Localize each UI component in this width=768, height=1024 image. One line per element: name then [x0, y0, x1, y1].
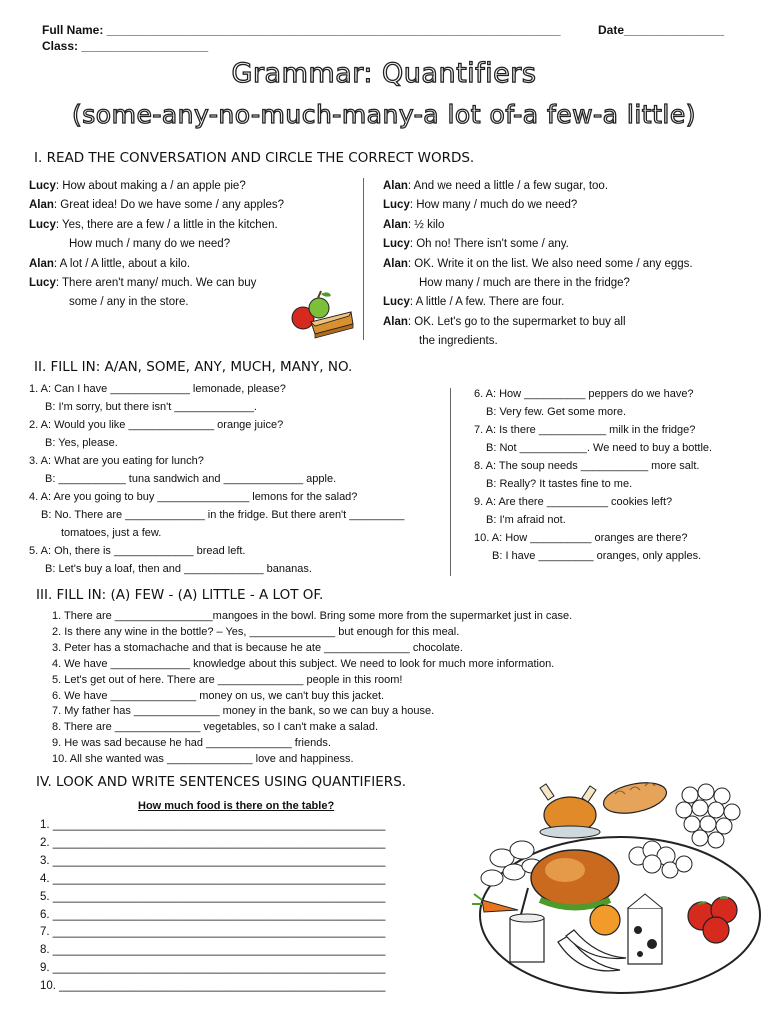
exercise-item[interactable]: 1. A: Can I have _____________ lemonade, please? [29, 383, 286, 395]
exercise-item[interactable]: tomatoes, just a few. [61, 527, 162, 539]
dialog-line[interactable]: Lucy: A little / A few. There are four. [383, 296, 565, 309]
date-line[interactable]: Date_______________ [598, 23, 725, 37]
exercise-item[interactable]: 6. A: How __________ peppers do we have? [474, 388, 694, 400]
exercise-item[interactable]: 6. We have ______________ money on us, we can't buy this jacket. [52, 689, 385, 702]
roast-chicken-icon [540, 784, 600, 838]
dialog-line[interactable]: Alan: OK. Write it on the list. We also need some / any eggs. [383, 257, 693, 270]
exercise-item[interactable]: 8. A: The soup needs ___________ more salt. [474, 460, 700, 472]
answer-line[interactable]: 6. ____________________________________________________ [40, 908, 386, 921]
class-line[interactable]: Class: ___________________ [42, 39, 209, 53]
exercise-item[interactable]: 5. A: Oh, there is _____________ bread left. [29, 545, 246, 557]
section-4-heading: IV. LOOK AND WRITE SENTENCES USING QUANTIFIERS. [36, 774, 407, 790]
answer-lines [40, 817, 430, 996]
exercise-item[interactable]: B: Not ___________. We need to buy a bottle. [486, 442, 713, 454]
answer-line[interactable]: 4. ____________________________________________________ [40, 872, 386, 885]
answer-line[interactable]: 7. ____________________________________________________ [40, 926, 386, 939]
dialog-line[interactable]: the ingredients. [419, 335, 498, 348]
dialog-line[interactable]: Lucy: Oh no! There isn't some / any. [383, 238, 569, 251]
exercise-3-list [52, 609, 752, 768]
exercise-item[interactable]: 4. We have _____________ knowledge about this subject. We need to look for much more information. [52, 657, 555, 670]
exercise-item[interactable]: 10. All she wanted was ______________ love and happiness. [52, 753, 354, 766]
bread-icon [601, 778, 669, 819]
apple-pie-icon [292, 291, 353, 338]
exercise-item[interactable]: 7. A: Is there ___________ milk in the fridge? [474, 424, 696, 436]
food-table-illustration [470, 770, 762, 1008]
exercise-item[interactable]: 9. A: Are there __________ cookies left? [474, 496, 673, 508]
exercise-item[interactable]: 8. There are ______________ vegetables, so I can't make a salad. [52, 721, 379, 734]
exercise-item[interactable]: B: Yes, please. [45, 437, 118, 449]
section-3-heading: III. FILL IN: (A) FEW - (A) LITTLE - A LOT OF. [36, 587, 324, 603]
conversation-right [383, 177, 753, 352]
dialog-line[interactable]: Lucy: Yes, there are a few / a little in the kitchen. [29, 218, 278, 231]
dialog-line[interactable]: some / any in the store. [69, 296, 189, 309]
exercise-item[interactable]: 2. A: Would you like ______________ orange juice? [29, 419, 284, 431]
dialog-line[interactable]: Alan: A lot / A little, about a kilo. [29, 257, 191, 270]
page-title: Grammar: Quantifiers [231, 58, 537, 89]
exercise-item[interactable]: B: No. There are _____________ in the fridge. But there aren't _________ [41, 509, 405, 521]
exercise-item[interactable]: 2. Is there any wine in the bottle? – Yes, ______________ but enough for this meal. [52, 625, 460, 638]
exercise-item[interactable]: B: ___________ tuna sandwich and _____________ apple. [45, 473, 337, 485]
milk-carton-icon [628, 894, 662, 964]
dialog-line[interactable]: Alan: ½ kilo [383, 218, 445, 231]
dialog-line[interactable]: Alan: Great idea! Do we have some / any apples? [29, 199, 285, 212]
exercise-item[interactable]: B: I'm sorry, but there isn't _____________. [45, 401, 257, 413]
dialog-line[interactable]: How much / many do we need? [69, 238, 231, 251]
grapes-icon [676, 784, 740, 848]
answer-line[interactable]: 5. ____________________________________________________ [40, 890, 386, 903]
exercise-item[interactable]: B: Very few. Get some more. [486, 406, 626, 418]
answer-line[interactable]: 10. ___________________________________________________ [40, 980, 386, 993]
exercise-2-right [474, 385, 764, 565]
dialog-line[interactable]: How many / much are there in the fridge? [419, 277, 630, 290]
exercise-item[interactable]: 9. He was sad because he had ______________ friends. [52, 737, 331, 750]
answer-line[interactable]: 1. ____________________________________________________ [40, 819, 386, 831]
exercise-item[interactable]: 3. Peter has a stomachache and that is because he ate ______________ chocolate. [52, 641, 463, 654]
exercise-item[interactable]: 10. A: How __________ oranges are there? [474, 532, 688, 544]
column-divider [363, 178, 364, 340]
dialog-line[interactable]: Alan: And we need a little / a few sugar, too. [383, 180, 609, 192]
exercise-item[interactable]: B: Let's buy a loaf, then and _____________ bananas. [45, 563, 312, 575]
page-subtitle: (some-any-no-much-many-a lot of-a few-a little) [72, 100, 696, 129]
exercise-item[interactable]: 4. A: Are you going to buy _______________ lemons for the salad? [29, 491, 358, 503]
exercise-item[interactable]: 1. There are ________________mangoes in the bowl. Bring some more from the supermarket just in case. [52, 610, 573, 622]
exercise-item[interactable]: 3. A: What are you eating for lunch? [29, 455, 204, 467]
apple-pie-illustration [285, 288, 357, 340]
section-1-heading: I. READ THE CONVERSATION AND CIRCLE THE CORRECT WORDS. [34, 150, 475, 166]
answer-line[interactable]: 2. ____________________________________________________ [40, 836, 386, 849]
full-name-line[interactable]: Full Name: ____________________________________________________________________ [42, 23, 561, 37]
answer-line[interactable]: 3. ____________________________________________________ [40, 854, 386, 867]
dialog-line[interactable]: Alan: OK. Let's go to the supermarket to buy all [383, 315, 626, 328]
dialog-line[interactable]: Lucy: There aren't many/ much. We can buy [29, 277, 257, 290]
exercise-item[interactable]: B: I'm afraid not. [486, 514, 566, 526]
column-divider [450, 388, 451, 576]
answer-line[interactable]: 9. ____________________________________________________ [40, 962, 386, 975]
exercise-item[interactable]: B: I have _________ oranges, only apples. [492, 550, 702, 562]
dialog-line[interactable]: Lucy: How about making a / an apple pie? [29, 180, 246, 192]
dialog-line[interactable]: Lucy: How many / much do we need? [383, 199, 578, 212]
answer-line[interactable]: 8. ____________________________________________________ [40, 944, 386, 957]
section-2-heading: II. FILL IN: A/AN, SOME, ANY, MUCH, MANY, NO. [34, 359, 353, 375]
roast-turkey-icon [531, 850, 619, 908]
section-4-question: How much food is there on the table? [138, 800, 335, 812]
exercise-item[interactable]: 7. My father has ______________ money in the bank, so we can buy a house. [52, 705, 435, 718]
exercise-2-left [29, 380, 449, 578]
exercise-item[interactable]: B: Really? It tastes fine to me. [486, 478, 633, 490]
exercise-item[interactable]: 5. Let's get out of here. There are ______________ people in this room! [52, 673, 403, 686]
